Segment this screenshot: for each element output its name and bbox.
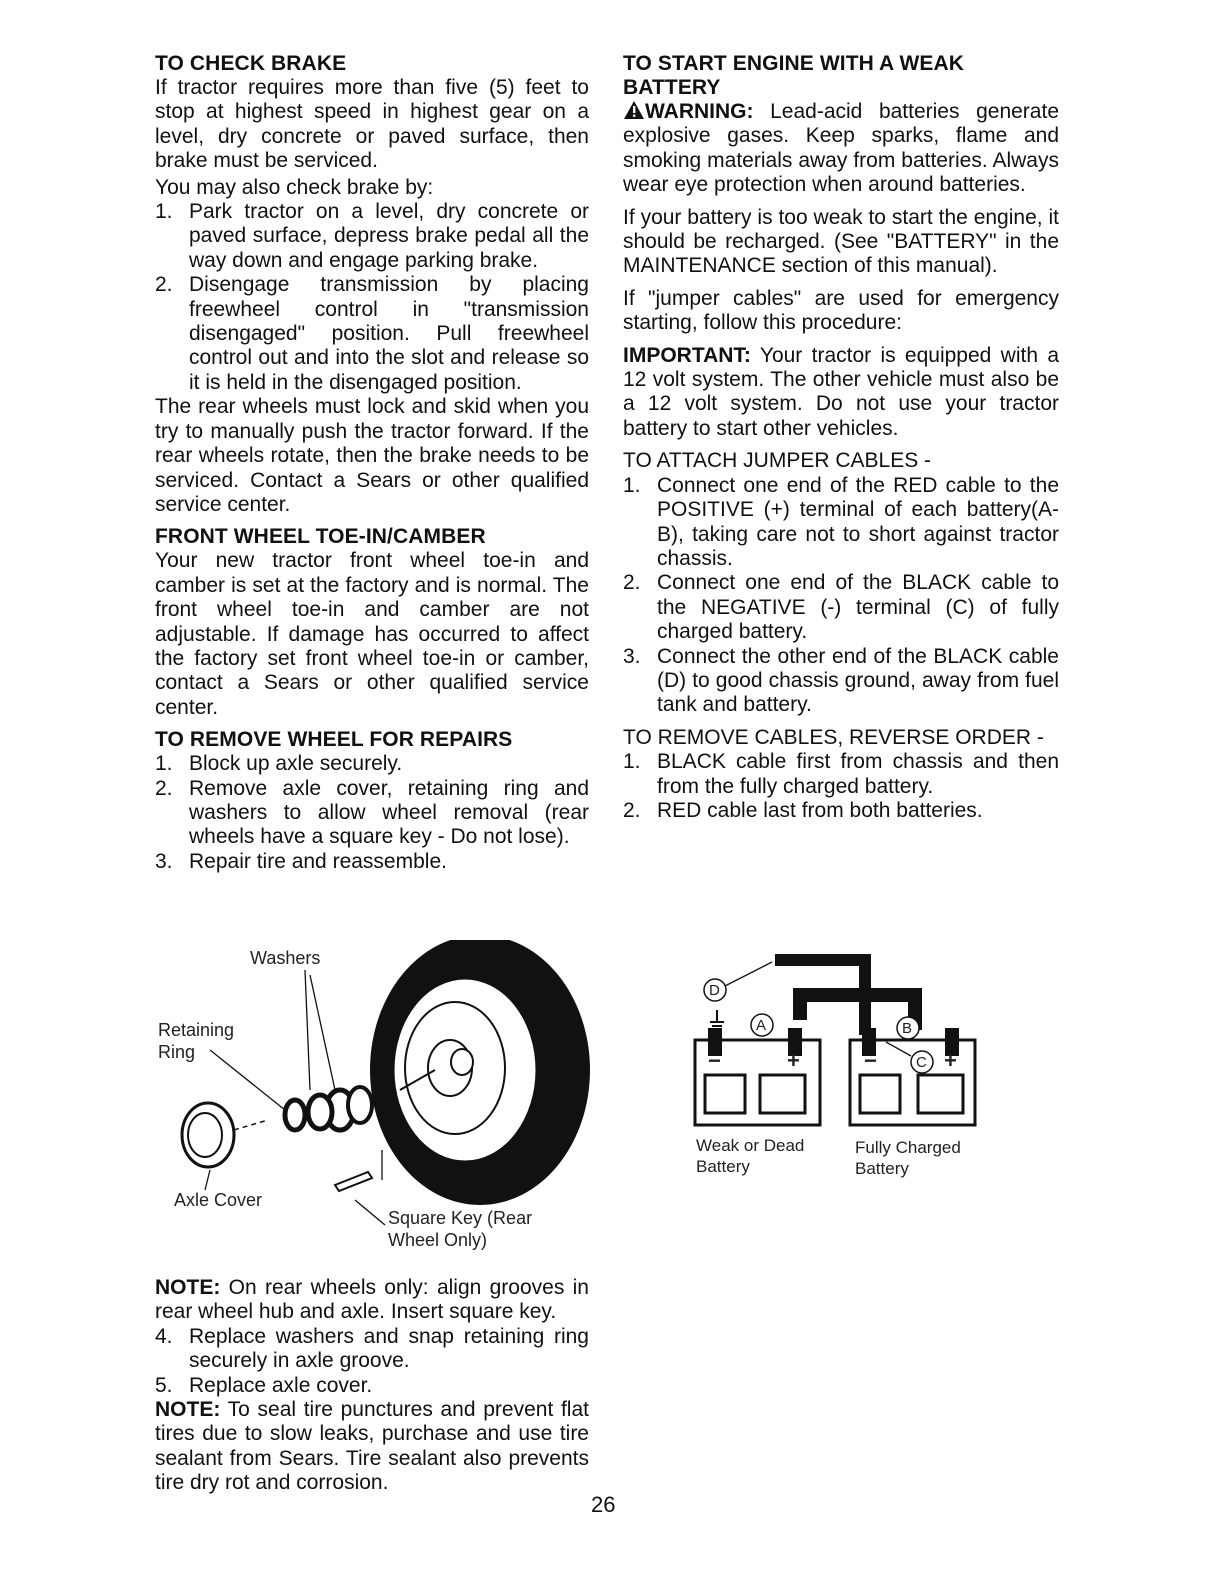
right-column bbox=[623, 52, 1059, 823]
step-text: BLACK cable first from chassis and then from the fully charged battery. bbox=[657, 750, 1059, 798]
check-brake-heading: TO CHECK BRAKE bbox=[155, 52, 347, 75]
wheel-notes bbox=[155, 1276, 589, 1496]
weak-minus-sign: − bbox=[708, 1048, 721, 1073]
check-brake-paragraph: If tractor requires more than five (5) feet to stop at highest speed in highest gear on a level, dry concrete or paved surface, then brake must be serviced. bbox=[155, 76, 589, 173]
step-text: Replace axle cover. bbox=[189, 1373, 373, 1397]
toe-in-heading: FRONT WHEEL TOE-IN/CAMBER bbox=[155, 525, 486, 549]
step-number: 2. bbox=[155, 273, 173, 297]
weak-battery-label-line2: Battery bbox=[696, 1157, 750, 1176]
attach-heading: TO ATTACH JUMPER CABLES - bbox=[623, 449, 932, 473]
step-text: Repair tire and reassemble. bbox=[189, 849, 447, 873]
list-item bbox=[155, 273, 589, 395]
warning-paragraph bbox=[623, 100, 1059, 198]
step-number: 1. bbox=[155, 752, 173, 776]
wheel-figure bbox=[150, 940, 600, 1260]
washers-label: Washers bbox=[250, 948, 321, 968]
step-text: Connect one end of the BLACK cable to the NEGATIVE (-) terminal (C) of fully charged battery. bbox=[657, 571, 1059, 644]
callout-c-label: C bbox=[916, 1054, 927, 1071]
step-number: 2. bbox=[623, 571, 641, 595]
left-column bbox=[155, 52, 589, 874]
square-key-label-line1: Square Key (Rear bbox=[388, 1208, 533, 1228]
list-item bbox=[623, 645, 1059, 718]
warning-text: Lead-acid batteries generate explosive gases. Keep sparks, flame and smoking materials away from batteries. Always wear eye protection when around batteries. bbox=[623, 100, 1059, 197]
note-tire-sealant bbox=[155, 1398, 589, 1496]
full-battery-label-line2: Battery bbox=[855, 1159, 909, 1178]
callout-a-label: A bbox=[756, 1017, 767, 1034]
retaining-ring bbox=[285, 1100, 305, 1130]
list-item bbox=[623, 474, 1059, 572]
jumper-intro-paragraph: If "jumper cables" are used for emergency starting, follow this procedure: bbox=[623, 286, 1059, 335]
step-text: RED cable last from both batteries. bbox=[657, 798, 983, 822]
step-number: 5. bbox=[155, 1373, 173, 1397]
remove-wheel-steps bbox=[155, 752, 589, 874]
axle-cover-label: Axle Cover bbox=[174, 1190, 263, 1210]
warning-label: WARNING: bbox=[645, 100, 754, 123]
list-item bbox=[623, 799, 1059, 823]
step-number: 2. bbox=[623, 798, 641, 822]
square-key-shape bbox=[335, 1172, 372, 1191]
washer-3 bbox=[348, 1087, 372, 1123]
list-item bbox=[155, 850, 589, 874]
list-item bbox=[155, 1325, 589, 1374]
weak-battery-label-line1: Weak or Dead bbox=[696, 1136, 805, 1155]
callout-b-label: B bbox=[902, 1020, 913, 1037]
list-item bbox=[155, 777, 589, 850]
step-number: 3. bbox=[155, 849, 173, 873]
note-text: On rear wheels only: align grooves in rear wheel hub and axle. Insert square key. bbox=[155, 1276, 589, 1324]
recharge-paragraph: If your battery is too weak to start the engine, it should be recharged. (See "BATTERY" in the MAINTENANCE section of this manual). bbox=[623, 205, 1059, 278]
step-text: Connect one end of the RED cable to the POSITIVE (+) terminal of each battery(A-B), taking care not to short against tractor chassis. bbox=[657, 473, 1059, 570]
step-text: Replace washers and snap retaining ring securely in axle groove. bbox=[189, 1324, 589, 1373]
full-plus-sign: + bbox=[944, 1048, 957, 1073]
step-number: 1. bbox=[623, 750, 641, 774]
list-item bbox=[155, 1374, 589, 1398]
check-brake-result: The rear wheels must lock and skid when you try to manually push the tractor forward. If the rear wheels rotate, then the brake needs to be serviced. Contact a Sears or other qualified service center. bbox=[155, 395, 589, 516]
step-number: 4. bbox=[155, 1324, 173, 1348]
note-text: To seal tire punctures and prevent flat tires due to slow leaks, purchase and use tire sealant from Sears. Tire sealant also prevents tire dry rot and corrosion. bbox=[155, 1398, 589, 1495]
note-label: NOTE: bbox=[155, 1398, 221, 1422]
retaining-ring-label-line1: Retaining bbox=[158, 1020, 235, 1040]
important-text: Your tractor is equipped with a 12 volt system. The other vehicle must also be a 12 volt system. Do not use your tractor battery to start other vehicles. bbox=[623, 343, 1059, 440]
step-text: Block up axle securely. bbox=[189, 752, 403, 776]
note-rear-wheels bbox=[155, 1276, 589, 1325]
important-paragraph bbox=[623, 344, 1059, 442]
important-label: IMPORTANT: bbox=[623, 343, 751, 367]
reassembly-steps bbox=[155, 1325, 589, 1398]
warning-triangle-icon bbox=[623, 100, 645, 120]
step-number: 2. bbox=[155, 776, 173, 800]
battery-figure bbox=[690, 950, 990, 1190]
list-item bbox=[155, 752, 589, 776]
callout-d-label: D bbox=[709, 982, 720, 999]
check-brake-steps bbox=[155, 200, 589, 395]
full-battery-label-line1: Fully Charged bbox=[855, 1138, 961, 1157]
remove-heading: TO REMOVE CABLES, REVERSE ORDER - bbox=[623, 725, 1044, 749]
check-brake-intro: You may also check brake by: bbox=[155, 175, 434, 199]
full-minus-sign: − bbox=[864, 1048, 877, 1073]
washer-2 bbox=[308, 1095, 332, 1129]
step-text: Connect the other end of the BLACK cable (D) to good chassis ground, away from fuel tank and battery. bbox=[657, 644, 1059, 717]
step-text: Remove axle cover, retaining ring and washers to allow wheel removal (rear wheels have a square key - Do not lose). bbox=[189, 776, 589, 849]
remove-wheel-heading: TO REMOVE WHEEL FOR REPAIRS bbox=[155, 728, 513, 752]
square-key-label-line2: Wheel Only) bbox=[388, 1230, 488, 1250]
attach-steps bbox=[623, 474, 1059, 718]
toe-in-paragraph: Your new tractor front wheel toe-in and camber is set at the factory and is normal. The front wheel toe-in and camber are not adjustable. If damage has occurred to affect the factory set front wheel toe-in or camber, contact a Sears or other qualified service center. bbox=[155, 549, 589, 719]
ground-symbol-icon bbox=[710, 1010, 724, 1026]
list-item bbox=[155, 200, 589, 273]
retaining-ring-label-line2: Ring bbox=[158, 1042, 196, 1062]
remove-steps bbox=[623, 750, 1059, 823]
axle-end bbox=[451, 1049, 473, 1075]
step-number: 1. bbox=[155, 200, 173, 224]
weak-plus-sign: + bbox=[787, 1048, 800, 1073]
wheel-illustration bbox=[150, 940, 600, 1260]
page-number: 26 bbox=[591, 1492, 616, 1517]
note-label: NOTE: bbox=[155, 1276, 221, 1299]
list-item bbox=[623, 571, 1059, 644]
list-item bbox=[623, 750, 1059, 799]
weak-battery-heading: TO START ENGINE WITH A WEAK BATTERY bbox=[623, 52, 965, 99]
step-number: 3. bbox=[623, 644, 641, 668]
step-number: 1. bbox=[623, 473, 641, 497]
step-text: Park tractor on a level, dry concrete or paved surface, depress brake pedal all the way down and engage parking brake. bbox=[189, 200, 589, 272]
step-text: Disengage transmission by placing freewheel control in "transmission disengaged" position. Pull freewheel control out and into the slot and release so it is held in the disengaged position. bbox=[189, 273, 589, 394]
